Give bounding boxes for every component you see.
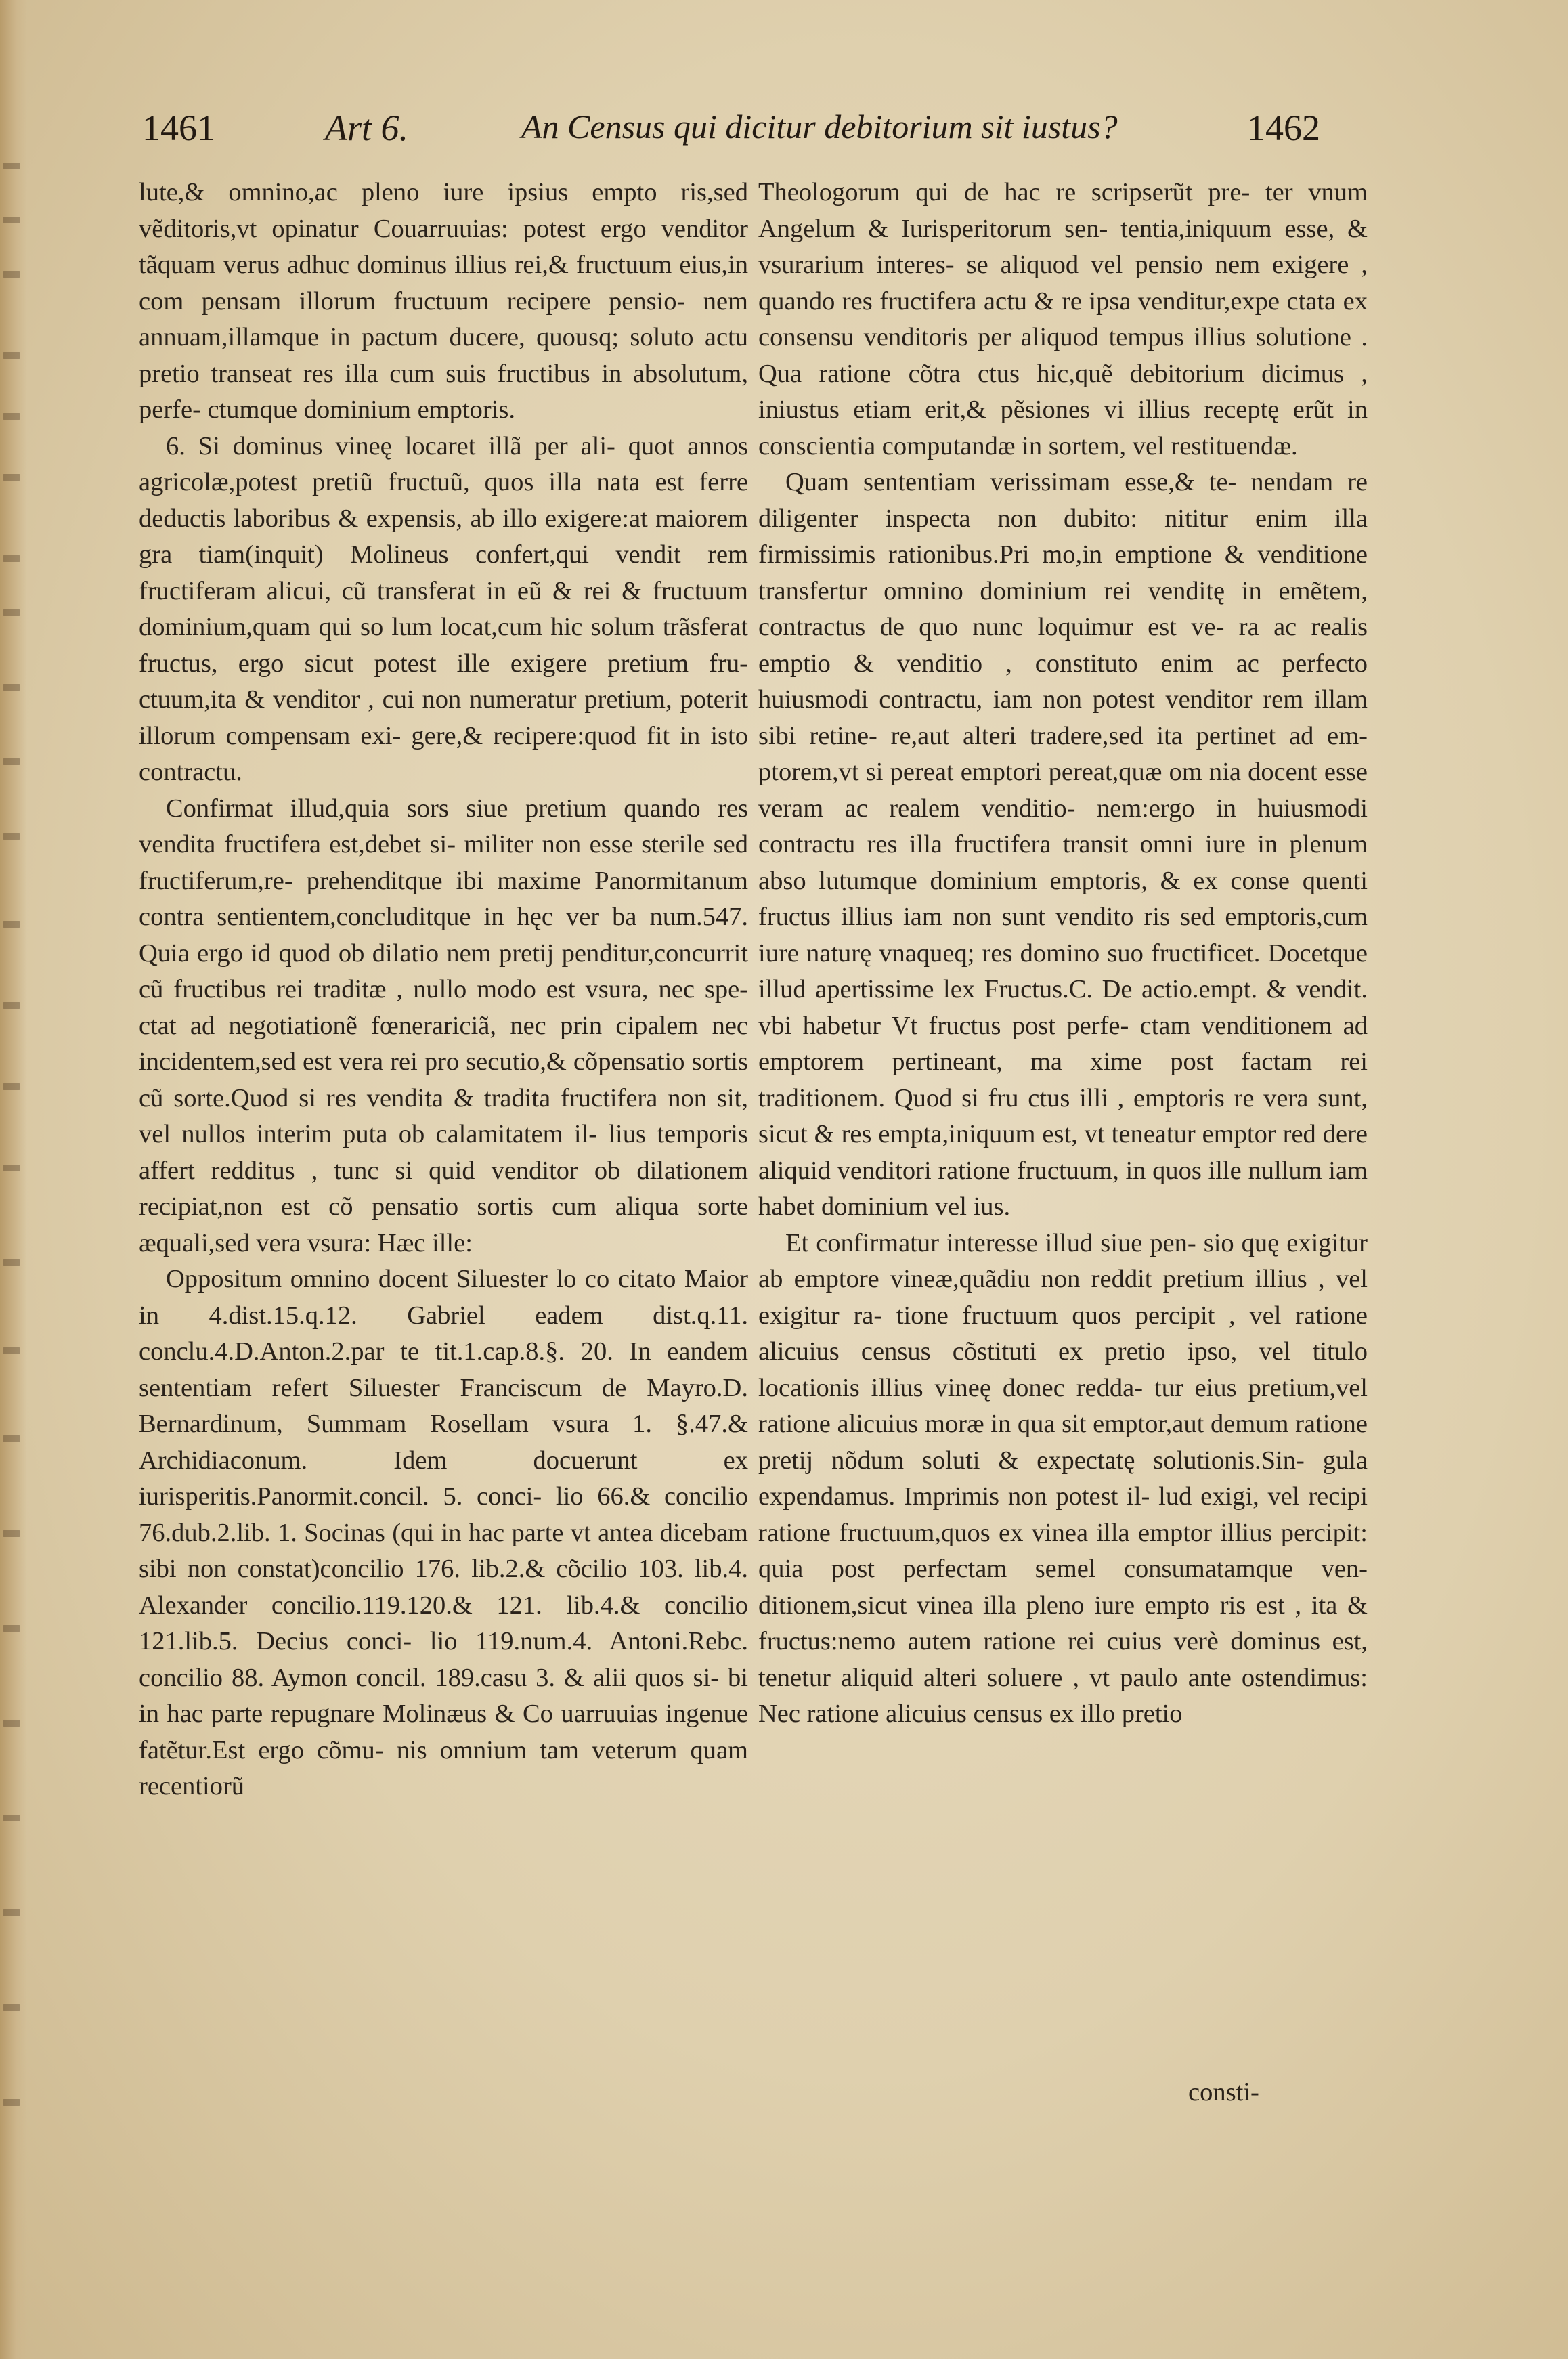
paragraph: Oppositum omnino docent Siluester lo co citato Maior in 4.dist.15.q.12. Gabriel eadem dist.q.11. conclu.4.D.Anton.2.par te tit.1.cap.8.§. 20. In eandem sententiam refert Siluester Franciscum de Mayro.D. Bernardinum, Summam Rosellam vsura 1. §.47.& Archidiaconum. Idem docuerunt ex iurisperitis.Panormit.concil. 5. conci- lio 66.& concilio 76.dub.2.lib. 1. Socinas (qui in hac parte vt antea dicebam sibi non constat)concilio 176. lib.2.& cõcilio 103. lib.4. Alexander concilio.119.120.& 121. lib.4.& concilio 121.lib.5. Decius conci- lio 119.num.4. Antoni.Rebc. concilio 88. Aymon concil. 189.casu 3. & alii quos si- bi in hac parte repugnare Molinæus & Co uarruuias ingenue fatẽtur.Est ergo cõmu- nis omnium tam veterum quam recentiorũ — [139, 1265, 748, 1800]
paragraph: 6. Si dominus vineę locaret illã per ali- quot annos agricolæ,potest pretiũ fructuũ, quos illa nata est ferre deductis laboribus & expensis, ab illo exigere:at maiorem gra tiam(inquit) Molineus confert,qui vendit rem fructiferam alicui, cũ transferat in eũ & rei & fructuum dominium,quam qui so lum locat,cum hic solum trãsferat fructus, ergo sicut potest ille exigere pretium fru- ctuum,ita & venditor , cui non numeratur pretium, poterit illorum compensam exi- gere,& recipere:quod fit in isto contractu. — [139, 431, 748, 786]
paragraph: lute,& omnino,ac pleno iure ipsius empto ris,sed vẽditoris,vt opinatur Couarruuias: potest ergo venditor tãquam verus adhuc dominus illius rei,& fructuum eius,in com pensam illorum fructuum recipere pensio- nem annuam,illamque in pactum ducere, quousq; soluto actu pretio transeat res illa cum suis fructibus in absolutum, perfe- ctumque dominium emptoris. — [139, 178, 748, 424]
running-title: An Census qui dicitur debitorium sit iustus? — [521, 108, 1118, 146]
right-column — [758, 175, 1368, 1733]
page-number-right: 1462 — [1247, 108, 1320, 148]
running-header — [142, 107, 1320, 154]
paragraph: Theologorum qui de hac re scripserũt pre- ter vnum Angelum & Iurisperitorum sen- tentia,iniquum esse, & vsurarium interes- se aliquod vel pensio nem exigere , quando res fructifera actu & re ipsa venditur,expe ctata ex consensu venditoris per aliquod tempus illius solutione . Qua ratione cõtra ctus hic,quẽ debitorium dicimus , iniustus etiam erit,& pẽsiones vi illius receptę erũt in conscientia computandæ in sortem, vel restituendæ. — [758, 178, 1368, 460]
paragraph: Confirmat illud,quia sors siue pretium quando res vendita fructifera est,debet si- militer non esse sterile sed fructiferum,re- prehenditque ibi maxime Panormitanum contra sentientem,concluditque in hęc ver ba num.547. Quia ergo id quod ob dilatio nem pretij penditur,concurrit cũ fructibus rei traditæ , nullo modo est vsura, nec spe- ctat ad negotiationẽ fœnerariciã, nec prin cipalem nec incidentem,sed est vera rei pro secutio,& cõpensatio sortis cũ sorte.Quod si res vendita & tradita fructifera non sit, vel nullos interim puta ob calamitatem il- lius temporis affert redditus , tunc si quid venditor ob dilationem recipiat,non est cõ pensatio sortis cum aliqua sorte æquali,sed vera vsura: Hæc ille: — [139, 794, 748, 1257]
article-label: Art 6. — [325, 108, 409, 148]
paragraph: Quam sententiam verissimam esse,& te- nendam re diligenter inspecta non dubito: nititur enim illa firmissimis rationibus.Pri mo,in emptione & venditione transfertur omnino dominium rei venditę in emẽtem, contractus de quo nunc loquimur est ve- ra ac realis emptio & venditio , constituto enim ac perfecto huiusmodi contractu, iam non potest venditor rem illam sibi retine- re,aut alteri tradere,sed ita pertinet ad em- ptorem,vt si pereat emptori pereat,quæ om nia docent esse veram ac realem venditio- nem:ergo in huiusmodi contractu res illa fructifera transit omni iure in plenum abso lutumque dominium emptoris, & ex conse quenti fructus illius iam non sunt vendito ris sed emptoris,cum iure naturę vnaqueq; res domino suo fructificet. Docetque illud apertissime lex Fructus.C. De actio.empt. & vendit. vbi habetur Vt fructus post perfe- ctam venditionem ad emptorem pertineant, ma xime post factam rei traditionem. Quod si fru ctus illi , emptoris re vera sunt, sicut & res empta,iniquum est, vt teneatur emptor red dere aliquid venditori ratione fructuum, in quos ille nullum iam habet dominium vel ius. — [758, 468, 1368, 1221]
left-column — [139, 175, 748, 1805]
page-gutter — [0, 0, 27, 2359]
catchword: consti- — [1188, 2078, 1259, 2106]
paragraph: Et confirmatur interesse illud siue pen- sio quę exigitur ab emptore vineæ,quãdiu non reddit pretium illius , vel exigitur ra- tione fructuum quos percipit , vel ratione alicuius census cõstituti ex pretio ipso, vel titulo locationis illius vineę donec redda- tur eius pretium,vel ratione alicuius moræ in qua sit emptor,aut demum ratione pretij nõdum soluti & expectatę solutionis.Sin- gula expendamus. Imprimis non potest il- lud exigi, vel recipi ratione fructuum,quos ex vinea illa emptor illius percipit: quia post perfectam semel consumatamque ven- ditionem,sicut vinea illa pleno iure empto ris est , ita & fructus:nemo autem ratione rei cuius verè dominus est, tenetur aliquid alteri soluere , vt paulo ante ostendimus: Nec ratione alicuius census ex illo pretio — [758, 1228, 1368, 1728]
page-number-left: 1461 — [142, 108, 215, 148]
